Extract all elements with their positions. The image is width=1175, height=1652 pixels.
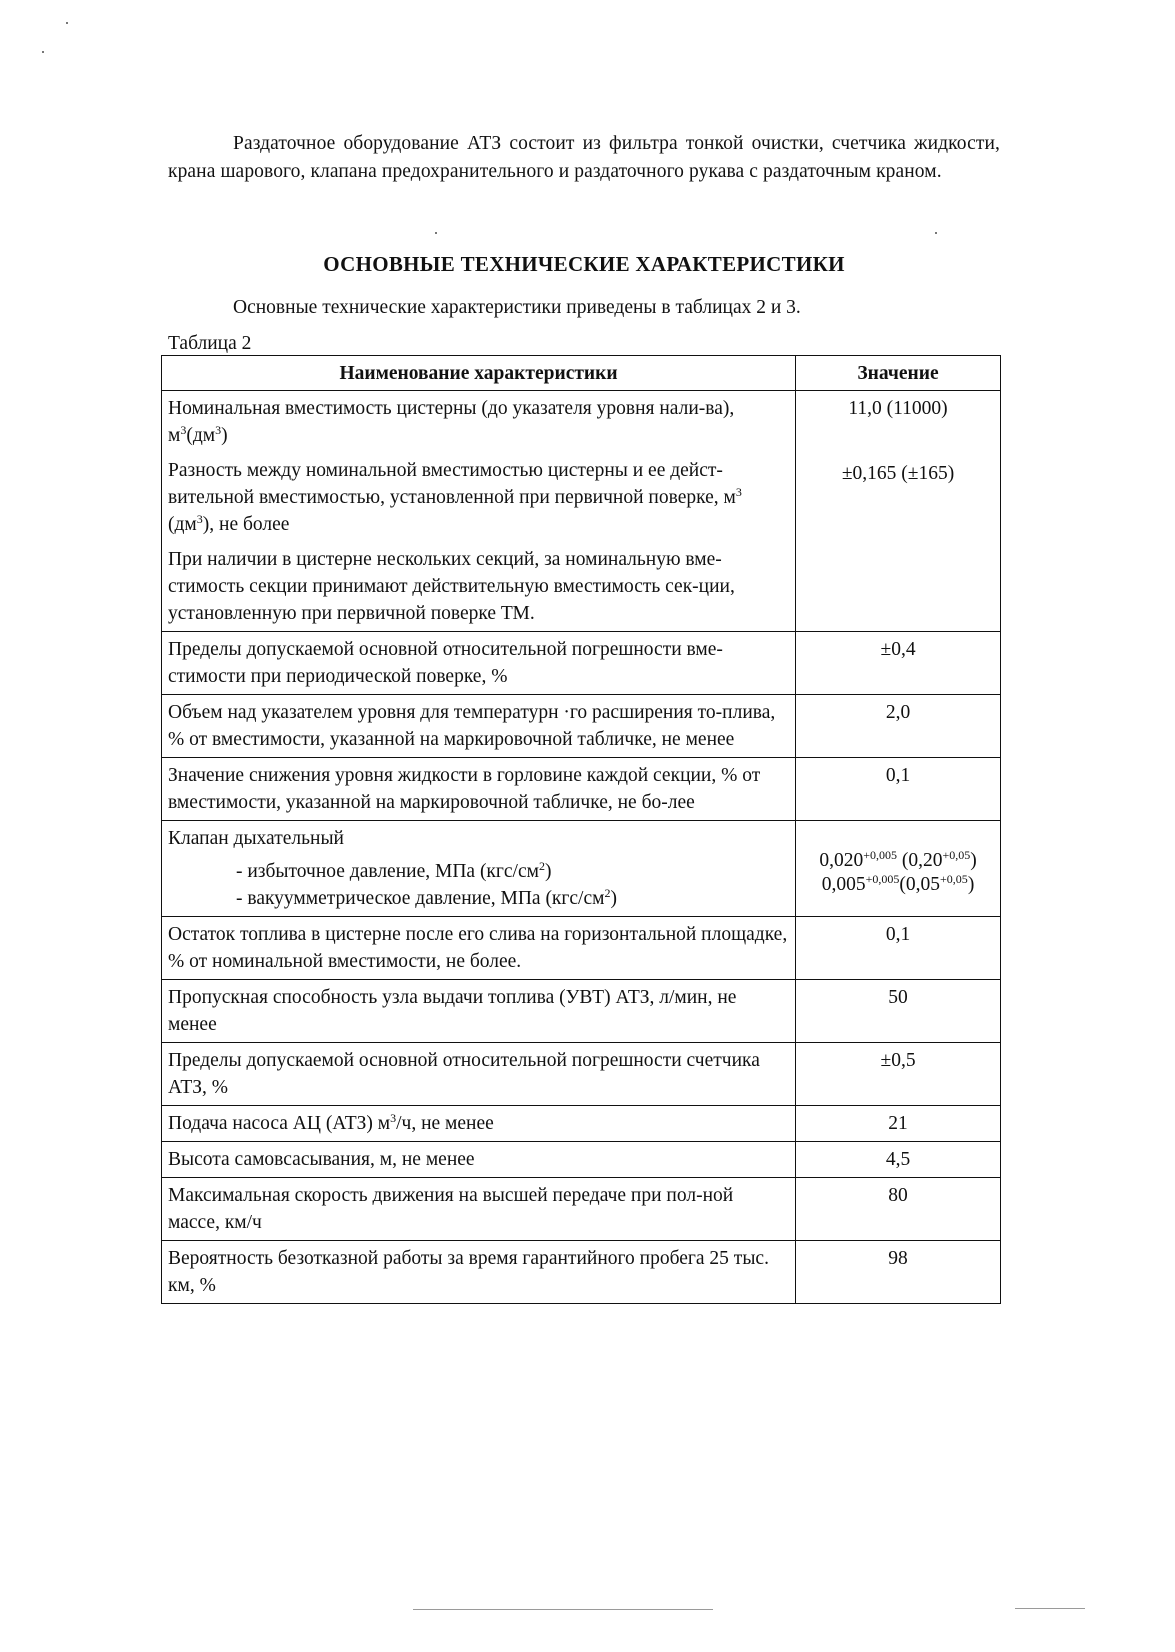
superscript: 2 — [538, 859, 545, 873]
value-text: (0,20 — [896, 850, 943, 871]
row-value-text: ±0,165 (±165) — [841, 463, 955, 484]
superscript: 3 — [215, 423, 222, 437]
sub-items — [168, 858, 789, 912]
sub-item-text: ) — [610, 888, 617, 909]
row-name-text: /ч, не менее — [396, 1113, 494, 1134]
row-value — [796, 542, 1001, 632]
row-name — [162, 821, 796, 917]
intro-paragraph — [168, 130, 1000, 186]
header-value: Значение — [796, 356, 1001, 391]
row-value — [796, 453, 1001, 542]
scan-footer-line — [413, 1609, 713, 1610]
table-caption: Таблица 2 — [168, 333, 252, 354]
tolerance: +0,05 — [942, 848, 971, 862]
superscript: 3 — [390, 1111, 397, 1125]
row-name: Пределы допускаемой основной относительной погрешности счетчика АТЗ, % — [162, 1043, 796, 1106]
row-name-text: Номинальная вместимость цистерны (до указателя уровня нали-ва), м — [168, 398, 735, 446]
row-value: 2,0 — [796, 695, 1001, 758]
scan-speck — [42, 51, 44, 53]
table-row — [162, 758, 1001, 821]
table-header-row — [162, 356, 1001, 391]
row-value: 0,1 — [796, 917, 1001, 980]
sub-item-text: - избыточное давление, МПа (кгс/см — [236, 861, 539, 882]
row-name — [162, 1106, 796, 1142]
value-line — [802, 849, 994, 873]
value-text: ) — [970, 850, 977, 871]
row-name — [162, 453, 796, 542]
row-value — [796, 821, 1001, 917]
superscript: 3 — [180, 423, 187, 437]
section-intro-text: Основные технические характеристики приведены в таблицах 2 и 3. — [233, 297, 801, 318]
table-row — [162, 1178, 1001, 1241]
row-value: 98 — [796, 1241, 1001, 1304]
table-row — [162, 542, 1001, 632]
table-row — [162, 821, 1001, 917]
row-name: Вероятность безотказной работы за время гарантийного пробега 25 тыс. км, % — [162, 1241, 796, 1304]
row-name: Высота самовсасывания, м, не менее — [162, 1142, 796, 1178]
row-name: При наличии в цистерне нескольких секций, за номинальную вме-стимость секции принимают действительную вместимость сек-ции, установленную при первичной поверке ТМ. — [162, 542, 796, 632]
row-name: Значение снижения уровня жидкости в горловине каждой секции, % от вместимости, указанной на маркировочной табличке, не бо-лее — [162, 758, 796, 821]
row-value: 4,5 — [796, 1142, 1001, 1178]
table-row — [162, 391, 1001, 454]
table-row — [162, 453, 1001, 542]
tolerance: +0,005 — [865, 872, 900, 886]
scan-speck — [66, 22, 68, 24]
specifications-table — [161, 355, 1001, 1304]
row-name: Пропускная способность узла выдачи топлива (УВТ) АТЗ, л/мин, не менее — [162, 980, 796, 1043]
superscript: 2 — [604, 886, 611, 900]
row-name-text: ) — [221, 425, 228, 446]
scan-footer-line — [1015, 1608, 1085, 1609]
tolerance: +0,05 — [940, 872, 968, 886]
value-text: 0,020 — [819, 850, 864, 871]
table-row — [162, 917, 1001, 980]
superscript: 3 — [196, 512, 203, 526]
sub-item-text: - вакуумметрическое давление, МПа (кгс/см — [236, 888, 605, 909]
row-name: Максимальная скорость движения на высшей передаче при пол-ной массе, км/ч — [162, 1178, 796, 1241]
row-name: Пределы допускаемой основной относительной погрешности вме-стимости при периодической поверке, % — [162, 632, 796, 695]
value-text: (0,05 — [899, 874, 941, 895]
intro-text: Раздаточное оборудование АТЗ состоит из фильтра тонкой очистки, счетчика жидкости, крана шарового, клапана предохранительного и раздаточного рукава с раздаточным краном. — [168, 132, 1000, 182]
value-text: 0,005 — [821, 874, 866, 895]
value-line — [802, 873, 994, 897]
tolerance: +0,005 — [863, 848, 897, 862]
scan-speck — [435, 232, 437, 234]
row-value: 80 — [796, 1178, 1001, 1241]
sub-item — [168, 858, 789, 885]
row-name: Объем над указателем уровня для температурн ·го расширения то-плива, % от вместимости, указанной на маркировочной табличке, не менее — [162, 695, 796, 758]
table-row — [162, 695, 1001, 758]
sub-item — [168, 885, 789, 912]
row-value: ±0,4 — [796, 632, 1001, 695]
row-name: Остаток топлива в цистерне после его слива на горизонтальной площадке, % от номинальной вместимости, не более. — [162, 917, 796, 980]
table-row — [162, 1142, 1001, 1178]
value-stack — [802, 849, 994, 897]
row-name-text: (дм — [186, 425, 216, 446]
table-row — [162, 1241, 1001, 1304]
row-name-text: Клапан дыхательный — [168, 828, 344, 849]
table-row — [162, 1106, 1001, 1142]
header-name: Наименование характеристики — [162, 356, 796, 391]
scan-speck — [935, 232, 937, 234]
section-title: ОСНОВНЫЕ ТЕХНИЧЕСКИЕ ХАРАКТЕРИСТИКИ — [323, 252, 845, 276]
row-value: 11,0 (11000) — [796, 391, 1001, 454]
superscript: 3 — [735, 485, 742, 499]
row-name-text: (дм — [168, 514, 197, 535]
row-name — [162, 391, 796, 454]
row-name-text: ), не более — [202, 514, 290, 535]
table-row — [162, 632, 1001, 695]
row-name-text: Разность между номинальной вместимостью цистерны и ее дейст-вительной вместимостью, установленной при первичной поверке, м — [168, 460, 736, 508]
sub-item-text: ) — [544, 861, 552, 882]
row-value: 50 — [796, 980, 1001, 1043]
table-row — [162, 980, 1001, 1043]
row-value: 0,1 — [796, 758, 1001, 821]
row-value: ±0,5 — [796, 1043, 1001, 1106]
row-value: 21 — [796, 1106, 1001, 1142]
value-text: ) — [967, 874, 975, 895]
row-name-text: Подача насоса АЦ (АТЗ) м — [168, 1113, 391, 1134]
table-row — [162, 1043, 1001, 1106]
